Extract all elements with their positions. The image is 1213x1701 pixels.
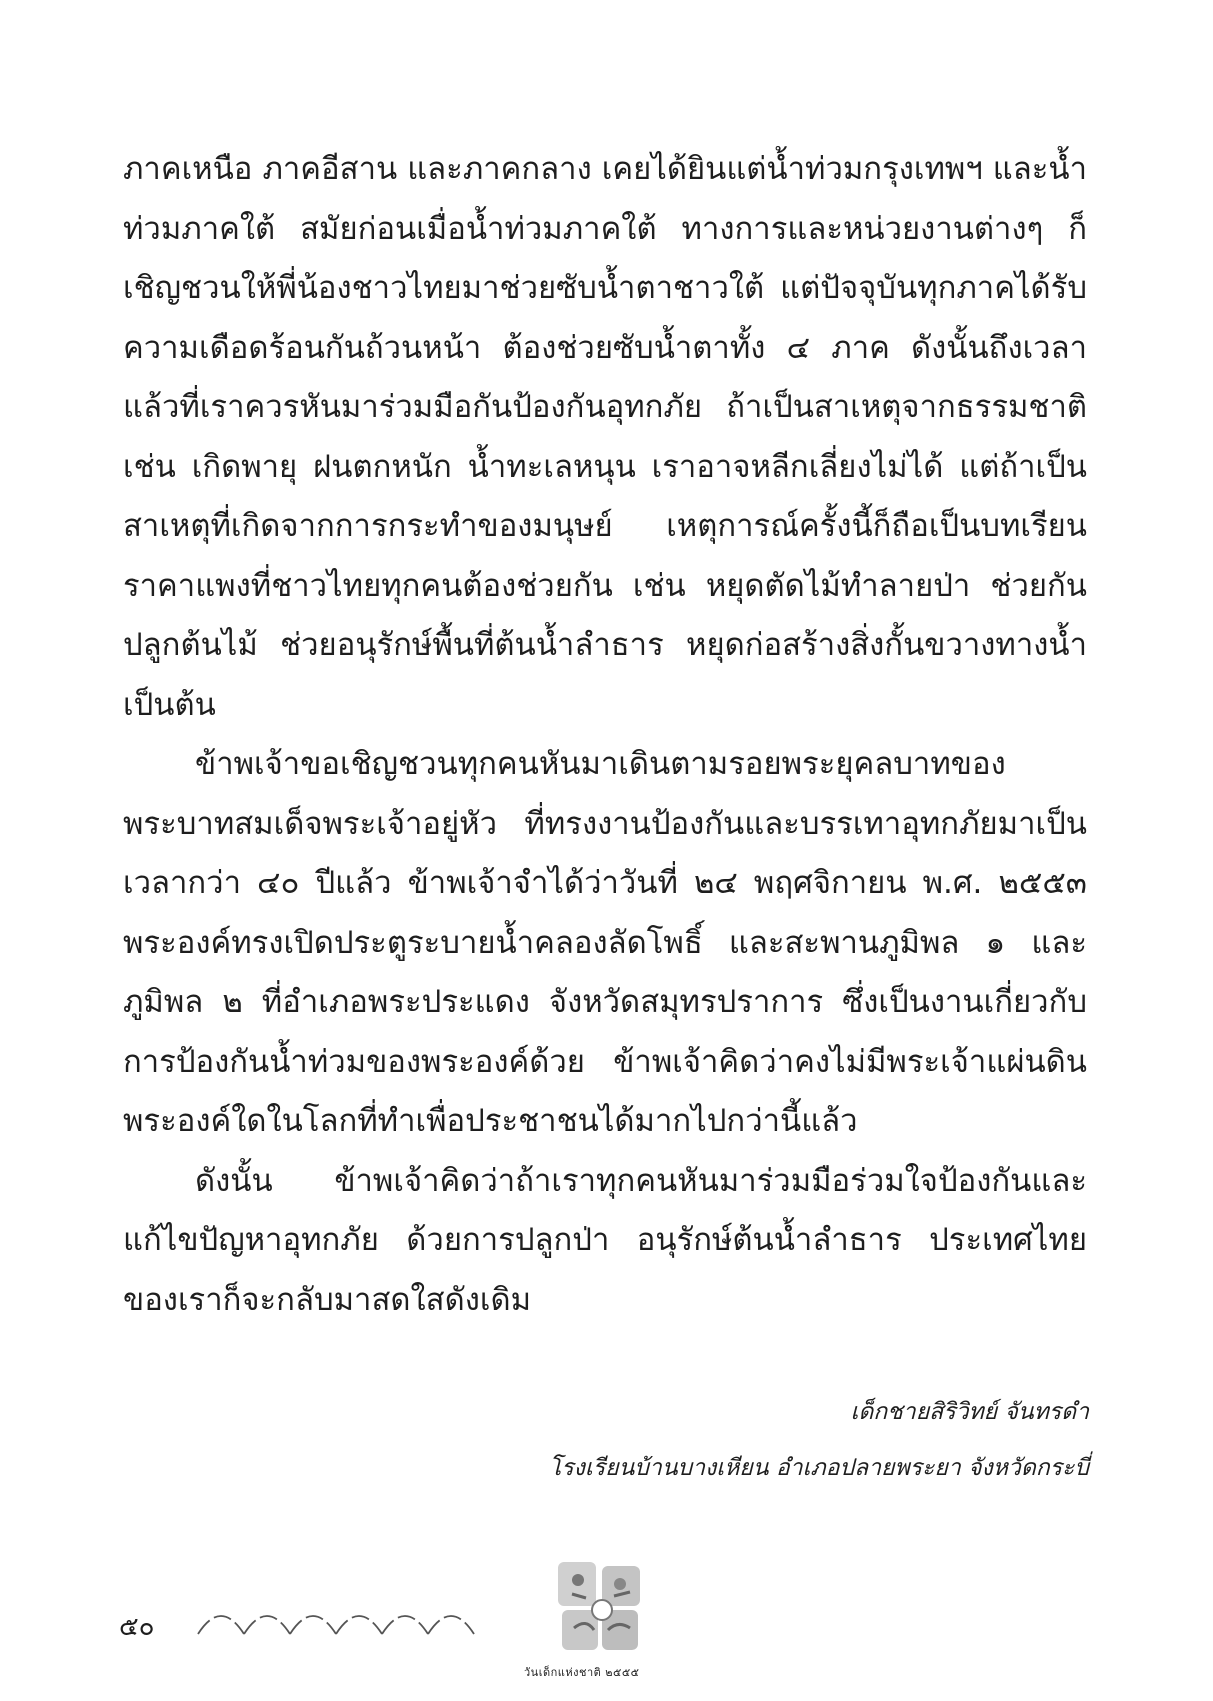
article-body [123,140,1087,1330]
paragraph-1: ภาคเหนือ ภาคอีสาน และภาคกลาง เคยได้ยินแต่น้ำท่วมกรุงเทพฯ และน้ำท่วมภาคใต้ สมัยก่อนเมื่อน้ำท่วมภาคใต้ ทางการและหน่วยงานต่างๆ ก็เชิญชวนให้พี่น้องชาวไทยมาช่วยซับน้ำตาชาวใต้ แต่ปัจจุบันทุกภาคได้รับความเดือดร้อนกันถ้วนหน้า ต้องช่วยซับน้ำตาทั้ง ๔ ภาค ดังนั้นถึงเวลาแล้วที่เราควรหันมาร่วมมือกันป้องกันอุทกภัย ถ้าเป็นสาเหตุจากธรรมชาติ เช่น เกิดพายุ ฝนตกหนัก น้ำทะเลหนุน เราอาจหลีกเลี่ยงไม่ได้ แต่ถ้าเป็นสาเหตุที่เกิดจากการกระทำของมนุษย์ เหตุการณ์ครั้งนี้ก็ถือเป็นบทเรียนราคาแพงที่ชาวไทยทุกคนต้องช่วยกัน เช่น หยุดตัดไม้ทำลายป่า ช่วยกันปลูกต้นไม้ ช่วยอนุรักษ์พื้นที่ต้นน้ำลำธาร หยุดก่อสร้างสิ่งกั้นขวางทางน้ำ เป็นต้น [123,151,1087,723]
paragraph-3: ดังนั้น ข้าพเจ้าคิดว่าถ้าเราทุกคนหันมาร่วมมือร่วมใจป้องกันและแก้ไขปัญหาอุทกภัย ด้วยการปลูกป่า อนุรักษ์ต้นน้ำลำธาร ประเทศไทยของเราก็จะกลับมาสดใสดังเดิม [123,1162,1087,1318]
arc-ornament [196,1596,496,1640]
author-name: เด็กชายสิริวิทย์ จันทรดำ [850,1399,1089,1425]
page-number: ๕๐ [119,1612,155,1642]
childrens-day-logo [556,1558,646,1658]
logo-caption: วันเด็กแห่งชาติ ๒๕๕๕ [524,1666,640,1679]
author-signature [549,1384,1089,1496]
author-affiliation: โรงเรียนบ้านบางเหียน อำเภอปลายพระยา จังหวัดกระบี่ [548,1455,1089,1481]
paragraph-2: ข้าพเจ้าขอเชิญชวนทุกคนหันมาเดินตามรอยพระยุคลบาทของพระบาทสมเด็จพระเจ้าอยู่หัว ที่ทรงงานป้องกันและบรรเทาอุทกภัยมาเป็นเวลากว่า ๔๐ ปีแล้ว ข้าพเจ้าจำได้ว่าวันที่ ๒๔ พฤศจิกายน พ.ศ. ๒๕๕๓ พระองค์ทรงเปิดประตูระบายน้ำคลองลัดโพธิ์ และสะพานภูมิพล ๑ และ ภูมิพล ๒ ที่อำเภอพระประแดง จังหวัดสมุทรปราการ ซึ่งเป็นงานเกี่ยวกับการป้องกันน้ำท่วมของพระองค์ด้วย ข้าพเจ้าคิดว่าคงไม่มีพระเจ้าแผ่นดินพระองค์ใดในโลกที่ทำเพื่อประชาชนได้มากไปกว่านี้แล้ว [123,746,1087,1139]
